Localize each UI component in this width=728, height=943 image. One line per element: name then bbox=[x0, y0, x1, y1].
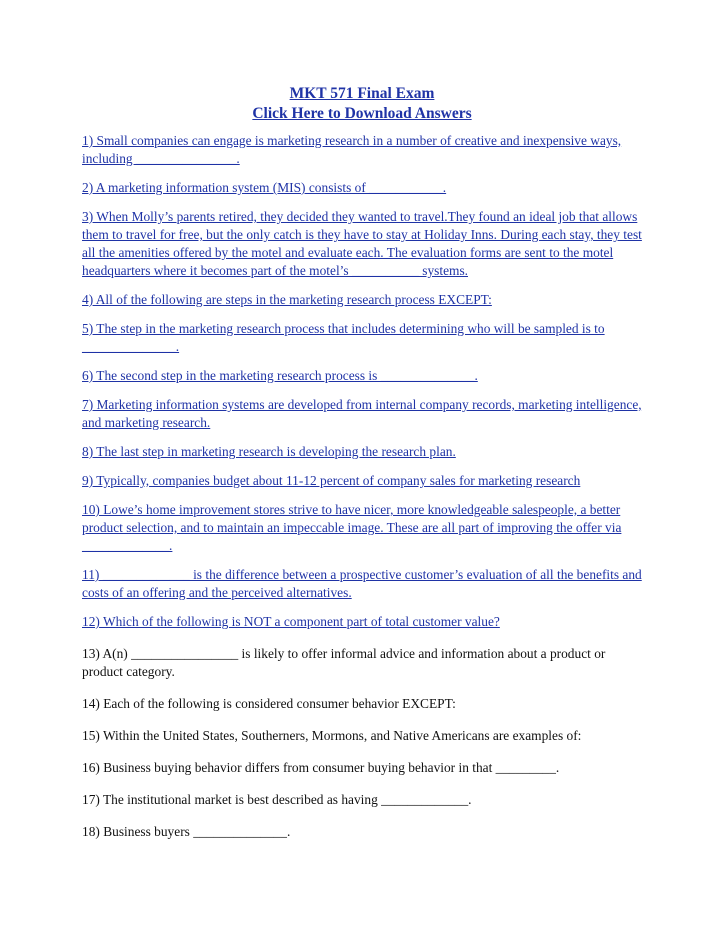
question-15: 15) Within the United States, Southerners, Mormons, and Native Americans are examples of: bbox=[82, 728, 582, 743]
question-6-link[interactable]: 6) The second step in the marketing research process is ______________. bbox=[82, 368, 478, 383]
question-10-link[interactable]: 10) Lowe’s home improvement stores strive to have nicer, more knowledgeable salespeople, a better product selection, and to maintain an impeccable image. These are all part of improving the offer via _____________. bbox=[82, 502, 622, 553]
question-5-link[interactable]: 5) The step in the marketing research process that includes determining who will be sampled is to ______________. bbox=[82, 321, 605, 354]
exam-page bbox=[82, 84, 642, 855]
question-17: 17) The institutional market is best described as having _____________. bbox=[82, 792, 472, 807]
question-14: 14) Each of the following is considered consumer behavior EXCEPT: bbox=[82, 696, 456, 711]
question-3-link[interactable]: 3) When Molly’s parents retired, they decided they wanted to travel.They found an ideal job that allows them to travel for free, but the only catch is they have to stay at Holiday Inns. During each stay, they test all the amenities offered by the motel and evaluate each. The evaluation forms are sent to the motel headquarters where it becomes part of the motel’s __________ systems. bbox=[82, 209, 642, 278]
download-answers-link[interactable]: Click Here to Download Answers bbox=[252, 105, 472, 122]
question-11-link[interactable]: 11) _____________ is the difference between a prospective customer’s evaluation of all the benefits and costs of an offering and the perceived alternatives. bbox=[82, 567, 642, 600]
question-4-link[interactable]: 4) All of the following are steps in the marketing research process EXCEPT: bbox=[82, 292, 492, 307]
question-1-link[interactable]: 1) Small companies can engage is marketing research in a number of creative and inexpensive ways, including _______________. bbox=[82, 133, 622, 166]
question-18: 18) Business buyers ______________. bbox=[82, 824, 291, 839]
question-2-link[interactable]: 2) A marketing information system (MIS) consists of ___________. bbox=[82, 180, 447, 195]
exam-title-link[interactable]: MKT 571 Final Exam bbox=[289, 85, 435, 102]
question-9-link[interactable]: 9) Typically, companies budget about 11-12 percent of company sales for marketing research bbox=[82, 473, 581, 488]
title-block bbox=[82, 84, 642, 124]
question-13: 13) A(n) ________________ is likely to offer informal advice and information about a product or product category. bbox=[82, 646, 606, 679]
question-16: 16) Business buying behavior differs from consumer buying behavior in that _________. bbox=[82, 760, 560, 775]
question-7-link[interactable]: 7) Marketing information systems are developed from internal company records, marketing intelligence, and marketing research. bbox=[82, 397, 642, 430]
question-12-link[interactable]: 12) Which of the following is NOT a component part of total customer value? bbox=[82, 614, 500, 629]
question-8-link[interactable]: 8) The last step in marketing research is developing the research plan. bbox=[82, 444, 456, 459]
